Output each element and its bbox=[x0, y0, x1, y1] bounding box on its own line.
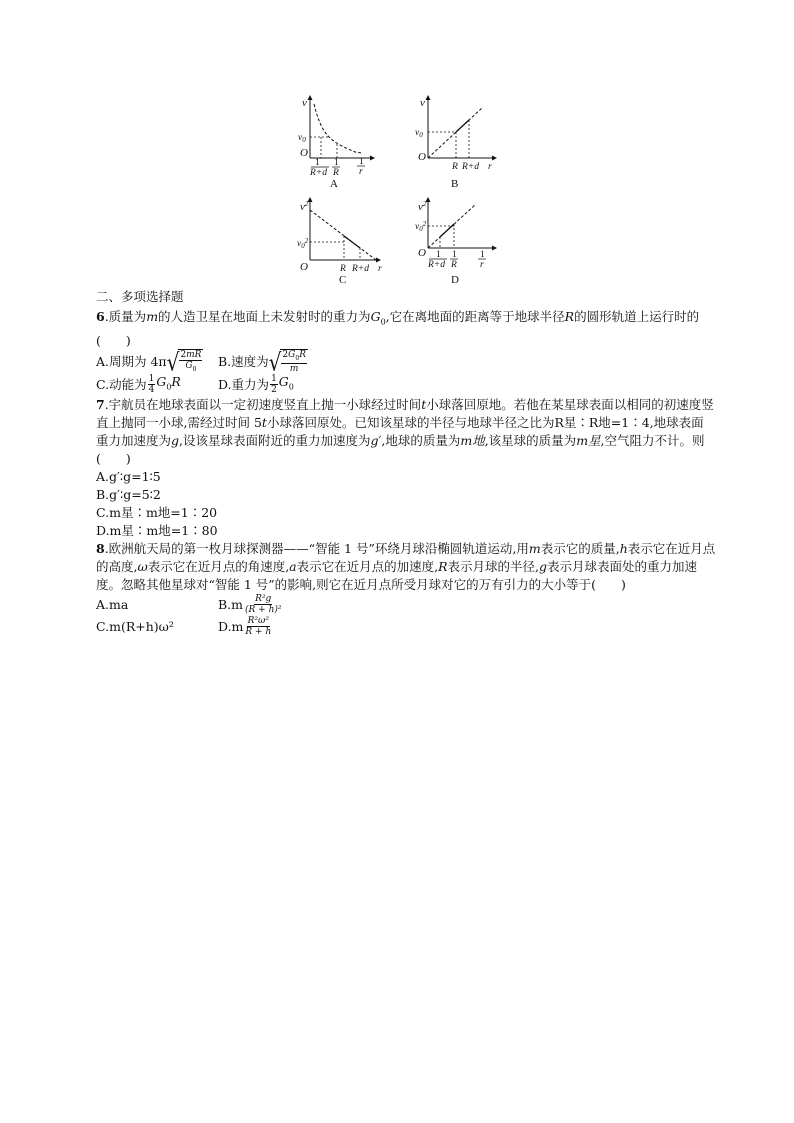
v0-label: $v_0$ bbox=[298, 133, 306, 144]
option-b[interactable]: B.g′∶g=5∶2 bbox=[96, 486, 161, 502]
tick3-num: 1 bbox=[359, 157, 364, 167]
line bbox=[428, 108, 482, 158]
y-label: $v^2$ bbox=[418, 200, 427, 213]
tick2-label: R+d bbox=[462, 162, 479, 172]
question-7-stem: 7.宇航员在地球表面以一定初速度竖直上抛一小球经过时间t小球落回原地。若他在某星球表面以相同的初速度竖直上抛同一小球,需经过时间 5t小球落回原处。已知该星球的半径与地球半径之比为R星∶R地=1∶4,地球表面重力加速度为g,设该星球表面附近的重力加速度为g′,地球的质量为m地,该星球的质量为m星,空气阻力不计。则( ) bbox=[96, 396, 714, 466]
v0-label: $v_0^2$ bbox=[415, 220, 427, 233]
x-axis-arrow bbox=[376, 258, 381, 263]
tick1-num: 1 bbox=[436, 250, 441, 260]
graph-c-caption: C bbox=[339, 274, 347, 286]
tick1-den: R+d bbox=[310, 168, 327, 178]
option-d[interactable]: D.m星∶m地=1∶80 bbox=[96, 522, 218, 538]
option-a[interactable]: A.ma bbox=[96, 596, 129, 612]
option-a[interactable]: A.周期为 4π √ $\frac{2mR}{G_0}$ bbox=[96, 347, 202, 376]
origin-label: O bbox=[418, 247, 426, 259]
section-title: 二、多项选择题 bbox=[96, 289, 184, 304]
tick1-num: 1 bbox=[315, 158, 320, 168]
tick1-den: R+d bbox=[428, 260, 445, 270]
v0-label: $v_0$ bbox=[415, 128, 423, 139]
tick2-den: R bbox=[333, 168, 339, 178]
x-label: r bbox=[488, 162, 492, 172]
line bbox=[310, 210, 376, 260]
x-axis-arrow bbox=[492, 246, 497, 251]
fraction: $\frac{\text{R²g}}{\text{(R + h)²}}$ bbox=[245, 594, 282, 615]
graph-d-svg bbox=[414, 196, 504, 278]
tick2-den: R bbox=[451, 260, 457, 270]
y-axis-arrow bbox=[308, 95, 313, 100]
question-8-stem: 8.欧洲航天局的第一枚月球探测器——“智能 1 号”环绕月球沿椭圆轨道运动,用m表示它的质量,h表示它在近月点的高度,ω表示它在近月点的角速度,a表示它在近月点的加速度,R表示月球的半径,g表示月球表面处的重力加速度。忽略其他星球对“智能 1 号”的影响,则它在近月点所受月球对它的万有引力的大小等于( ) bbox=[96, 540, 716, 592]
question-8-options-ab bbox=[96, 594, 716, 616]
q-number: 6 bbox=[96, 309, 105, 324]
y-label: $v^2$ bbox=[300, 200, 309, 213]
x-axis-arrow bbox=[370, 156, 375, 161]
option-a[interactable]: A.g′∶g=1∶5 bbox=[96, 468, 161, 484]
question-6-options-cd bbox=[96, 374, 716, 396]
option-b[interactable]: B.速度为 √ $\frac{2G_0R}{m}$ bbox=[218, 347, 306, 376]
option-c[interactable]: C.动能为 $\frac{1}{4}$ $G_0R$ bbox=[96, 373, 181, 395]
x-num: 1 bbox=[480, 250, 485, 260]
question-6-stem: 6.质量为m的人造卫星在地面上未发射时的重力为$G_0$,它在离地面的距离等于地球半径R的圆形轨道上运行时的( ) bbox=[96, 309, 700, 348]
option-b[interactable]: B.m $\frac{\text{R²g}}{\text{(R + h)²}}$ bbox=[218, 594, 282, 615]
fraction: $\frac{\text{R²ω²}}{R + h}$ bbox=[245, 616, 272, 637]
graph-c-svg bbox=[296, 196, 388, 276]
graph-a-svg bbox=[296, 94, 376, 190]
y-axis-arrow bbox=[426, 95, 431, 100]
graph-d-caption: D bbox=[451, 274, 459, 286]
tick3-den: r bbox=[359, 167, 363, 177]
questions bbox=[96, 288, 716, 638]
x-den: r bbox=[480, 260, 484, 270]
x-label: r bbox=[378, 264, 382, 274]
graph-c bbox=[296, 196, 388, 276]
x-axis-arrow bbox=[492, 156, 497, 161]
y-label: v bbox=[420, 97, 425, 109]
segment bbox=[440, 224, 454, 237]
graph-d bbox=[414, 196, 504, 278]
graph-b-svg bbox=[414, 94, 504, 174]
sqrt-expression: √ $\frac{2G_0R}{m}$ bbox=[268, 347, 306, 376]
tick1-label: R bbox=[340, 264, 346, 274]
tick2-label: R+d bbox=[352, 264, 369, 274]
question-6-options-ab bbox=[96, 347, 716, 376]
segment bbox=[456, 120, 469, 132]
graph-a bbox=[296, 94, 376, 190]
v0-label: $v_0^2$ bbox=[297, 237, 309, 250]
option-d[interactable]: D.m $\frac{\text{R²ω²}}{R + h}$ bbox=[218, 616, 272, 637]
sqrt-expression: √ $\frac{2mR}{G_0}$ bbox=[166, 347, 202, 376]
option-c[interactable]: C.m(R+h)ω² bbox=[96, 618, 174, 634]
question-8-options-cd bbox=[96, 616, 716, 638]
tick2-num: 1 bbox=[334, 158, 339, 168]
origin-label: O bbox=[300, 147, 308, 159]
segment bbox=[344, 236, 360, 248]
y-label: v bbox=[302, 97, 307, 109]
origin-label: O bbox=[300, 261, 308, 273]
origin-label: O bbox=[418, 151, 426, 163]
graph-a-caption: A bbox=[330, 178, 338, 190]
graph-b bbox=[414, 94, 504, 174]
tick1-label: R bbox=[452, 162, 458, 172]
graph-b-caption: B bbox=[451, 178, 459, 190]
option-c[interactable]: C.m星∶m地=1∶20 bbox=[96, 504, 218, 520]
tick2-num: 1 bbox=[452, 250, 457, 260]
option-d[interactable]: D.重力为 $\frac{1}{2}$ $G_0$ bbox=[218, 373, 294, 395]
